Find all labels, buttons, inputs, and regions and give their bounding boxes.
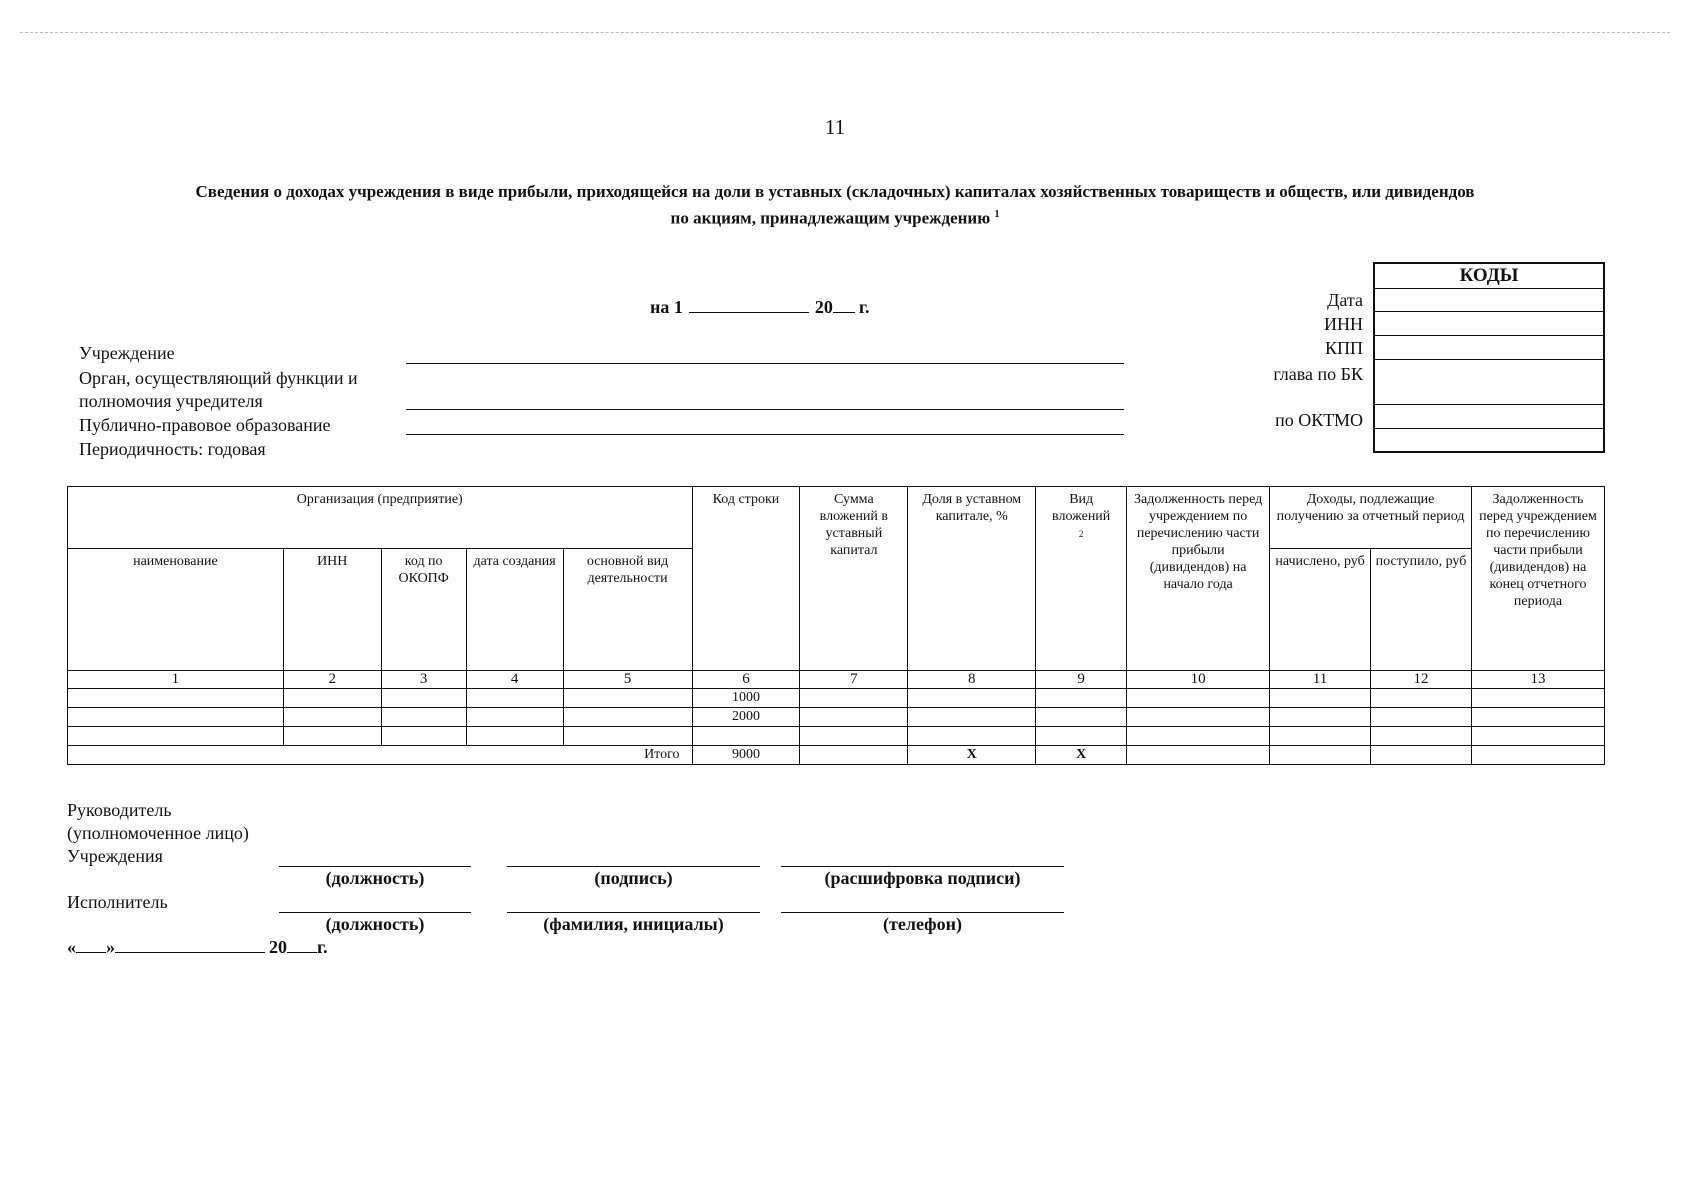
cell-inn[interactable]: [283, 708, 381, 727]
sig-date-year-prefix: 20: [269, 937, 287, 957]
col-number: 12: [1371, 671, 1472, 689]
date-quote-close: »: [106, 937, 115, 957]
date-year-blank[interactable]: [833, 296, 855, 313]
cell-debt-end[interactable]: [1471, 708, 1604, 727]
cap-position: (должность): [325, 868, 425, 888]
cell-accrued[interactable]: [1270, 689, 1371, 708]
field-periodicity-label: Периодичность: годовая: [79, 439, 266, 459]
title-line-1: Сведения о доходах учреждения в виде прибыли, приходящейся на доли в уставных (складочных) капиталах хозяйственных товариществ и обществ, или дивидендов: [195, 182, 1475, 201]
cell-okopf[interactable]: [381, 727, 466, 746]
field-organ-label-1: Орган, осуществляющий функции и: [79, 368, 358, 388]
date-day-month-blank[interactable]: [689, 296, 809, 313]
col-number: 13: [1471, 671, 1604, 689]
cell-inn[interactable]: [283, 727, 381, 746]
income-group-header: Доходы, подлежащие получению за отчетный период: [1270, 487, 1472, 549]
org-group-header: Организация (предприятие): [68, 487, 693, 549]
field-organ-label-2: полномочия учредителя: [79, 391, 263, 411]
cap-signature: (подпись): [594, 868, 673, 888]
col-type-header: Вид вложений 2: [1036, 487, 1127, 671]
cell-okopf[interactable]: [381, 689, 466, 708]
col-type-footnote: 2: [1078, 529, 1084, 539]
code-bk-cell[interactable]: [1375, 360, 1603, 405]
codes-box: [1373, 262, 1605, 453]
cell-line-code: 2000: [692, 708, 800, 727]
total-label: Итого: [68, 746, 693, 765]
income-table: [67, 486, 1605, 765]
col-okopf-header: код по ОКОПФ: [381, 549, 466, 671]
field-institution-line[interactable]: [406, 363, 1124, 364]
table-row: [68, 727, 1605, 746]
scan-edge-line: [20, 32, 1670, 33]
cell-inn[interactable]: [283, 689, 381, 708]
total-debt-start[interactable]: [1127, 746, 1270, 765]
total-row: [68, 746, 1605, 765]
col-number: 4: [466, 671, 563, 689]
cell-line-code: [692, 727, 800, 746]
col-number: 9: [1036, 671, 1127, 689]
cell-activity[interactable]: [563, 727, 692, 746]
total-share: X: [908, 746, 1036, 765]
cell-type[interactable]: [1036, 708, 1127, 727]
date-quote-open: «: [67, 937, 76, 957]
cell-share[interactable]: [908, 708, 1036, 727]
cell-type[interactable]: [1036, 727, 1127, 746]
code-extra-cell[interactable]: [1375, 429, 1603, 451]
cell-received[interactable]: [1371, 689, 1472, 708]
col-accrued-header: начислено, руб: [1270, 549, 1371, 671]
code-label-date: Дата: [1327, 290, 1363, 310]
total-received[interactable]: [1371, 746, 1472, 765]
code-label-kpp: КПП: [1324, 338, 1363, 358]
code-inn-cell[interactable]: [1375, 312, 1603, 336]
code-kpp-cell[interactable]: [1375, 336, 1603, 360]
cell-type[interactable]: [1036, 689, 1127, 708]
code-oktmo-cell[interactable]: [1375, 405, 1603, 429]
cell-debt-end[interactable]: [1471, 689, 1604, 708]
cell-debt-start[interactable]: [1127, 689, 1270, 708]
head-signature-line[interactable]: [507, 866, 760, 867]
page-number: 11: [824, 115, 846, 139]
table-row: [68, 689, 1605, 708]
cell-activity[interactable]: [563, 689, 692, 708]
report-date-line: [650, 296, 870, 318]
date-prefix: на 1: [650, 297, 683, 317]
executor-name-line[interactable]: [507, 912, 760, 913]
executor-position-line[interactable]: [279, 912, 471, 913]
cell-sum[interactable]: [800, 708, 908, 727]
col-created-header: дата создания: [466, 549, 563, 671]
head-decoding-line[interactable]: [781, 866, 1064, 867]
cell-accrued[interactable]: [1270, 727, 1371, 746]
col-debt-end-header: Задолженность перед учреждением по перечислению части прибыли (дивидендов) на конец отчетного периода: [1471, 487, 1604, 671]
cell-debt-end[interactable]: [1471, 727, 1604, 746]
total-sum[interactable]: [800, 746, 908, 765]
cell-created[interactable]: [466, 708, 563, 727]
cell-name[interactable]: [68, 708, 284, 727]
col-name-header: наименование: [68, 549, 284, 671]
cell-share[interactable]: [908, 727, 1036, 746]
footnote-mark: 1: [994, 209, 1000, 220]
cap-position-2: (должность): [325, 914, 425, 934]
cell-share[interactable]: [908, 689, 1036, 708]
code-label-inn: ИНН: [1324, 314, 1363, 334]
total-line-code: 9000: [692, 746, 800, 765]
col-inn-header: ИНН: [283, 549, 381, 671]
field-public-entity-label: Публично-правовое образование: [79, 415, 331, 435]
total-type: X: [1036, 746, 1127, 765]
cell-okopf[interactable]: [381, 708, 466, 727]
code-label-oktmo: по ОКТМО: [1275, 410, 1363, 430]
sig-head-label-1: Руководитель: [67, 800, 172, 820]
date-year-prefix: 20: [814, 297, 833, 317]
form-title: [70, 180, 1600, 230]
cap-name: (фамилия, инициалы): [543, 914, 724, 934]
executor-phone-line[interactable]: [781, 912, 1064, 913]
codes-header: КОДЫ: [1375, 264, 1603, 289]
col-sum-header: Сумма вложений в уставный капитал: [800, 487, 908, 671]
sig-head-label-2: (уполномоченное лицо): [67, 823, 249, 843]
sig-month-blank[interactable]: [115, 936, 265, 953]
cell-sum[interactable]: [800, 727, 908, 746]
col-number: 6: [692, 671, 800, 689]
cell-received[interactable]: [1371, 727, 1472, 746]
sig-year-blank[interactable]: [287, 936, 317, 953]
sig-day-blank[interactable]: [76, 936, 106, 953]
cell-accrued[interactable]: [1270, 708, 1371, 727]
col-activity-header: основной вид деятельности: [563, 549, 692, 671]
field-organ-line[interactable]: [406, 409, 1124, 410]
col-number: 2: [283, 671, 381, 689]
col-number: 8: [908, 671, 1036, 689]
code-label-bk: глава по БК: [1273, 364, 1363, 384]
column-numbers-row: [68, 671, 1605, 689]
sig-head-label-3: Учреждения: [67, 846, 163, 866]
cell-received[interactable]: [1371, 708, 1472, 727]
col-number: 11: [1270, 671, 1371, 689]
code-date-cell[interactable]: [1375, 289, 1603, 312]
cell-line-code: 1000: [692, 689, 800, 708]
sig-date-suffix: г.: [317, 937, 328, 957]
date-suffix: г.: [858, 297, 870, 317]
cell-debt-start[interactable]: [1127, 727, 1270, 746]
col-debt-start-header: Задолженность перед учреждением по перечислению части прибыли (дивидендов) на начало года: [1127, 487, 1270, 671]
cell-name[interactable]: [68, 689, 284, 708]
col-number: 1: [68, 671, 284, 689]
total-accrued[interactable]: [1270, 746, 1371, 765]
col-share-header: Доля в уставном капитале, %: [908, 487, 1036, 671]
col-received-header: поступило, руб: [1371, 549, 1472, 671]
cell-created[interactable]: [466, 727, 563, 746]
cell-debt-start[interactable]: [1127, 708, 1270, 727]
cell-created[interactable]: [466, 689, 563, 708]
field-public-entity-line[interactable]: [406, 434, 1124, 435]
field-institution-label: Учреждение: [79, 343, 175, 363]
sig-date-line: [67, 936, 328, 958]
cap-phone: (телефон): [883, 914, 962, 934]
head-position-line[interactable]: [279, 866, 471, 867]
cell-activity[interactable]: [563, 708, 692, 727]
table-row: [68, 708, 1605, 727]
cell-name[interactable]: [68, 727, 284, 746]
cap-decoding: (расшифровка подписи): [824, 868, 1021, 888]
title-line-2: по акциям, принадлежащим учреждению $^1$: [670, 208, 1000, 228]
col-number: 5: [563, 671, 692, 689]
cell-sum[interactable]: [800, 689, 908, 708]
col-number: 3: [381, 671, 466, 689]
total-debt-end[interactable]: [1471, 746, 1604, 765]
col-number: 7: [800, 671, 908, 689]
col-number: 10: [1127, 671, 1270, 689]
sig-executor-label: Исполнитель: [67, 892, 168, 912]
col-line-code-header: Код строки: [692, 487, 800, 671]
